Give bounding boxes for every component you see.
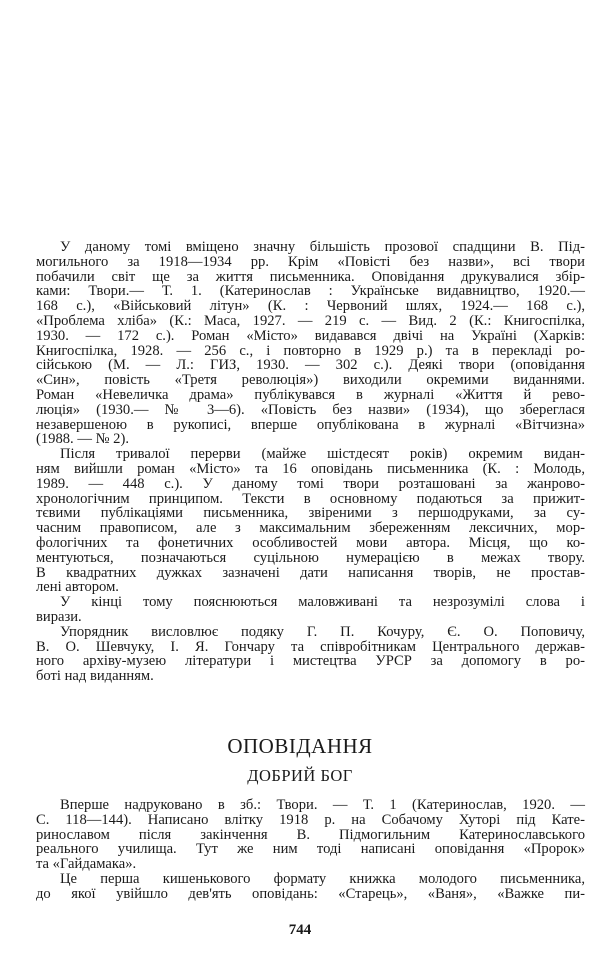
text-line: до якої увійшло дев'ять оповідань: «Старець», «Ваня», «Важке пи-: [36, 885, 585, 902]
text-line: ками: Твори.— Т. 1. (Катеринослав : Українське видавництво, 1920.—: [36, 283, 585, 300]
text-line: У кінці тому пояснюються маловживані та незрозумілі слова і: [60, 594, 585, 611]
story-notes: [36, 798, 585, 902]
text-line: У даному томі вміщено значну більшість прозової спадщини В. Під-: [60, 239, 585, 255]
text-line: боті над виданням.: [36, 668, 154, 685]
text-line: В. О. Шевчуку, І. Я. Гончару та співробітникам Центрального держав-: [36, 638, 585, 655]
section-title: ОПОВІДАННЯ: [227, 734, 373, 758]
text-line: ментуються, позначаються суцільною нумерацією в межах твору.: [36, 549, 585, 566]
text-line: Вперше надруковано в зб.: Твори. — Т. 1 (Катеринослав, 1920. —: [60, 797, 585, 813]
text-line: Упорядник висловлює подяку Г. П. Кочуру, Є. О. Поповичу,: [60, 623, 585, 640]
text-line: В квадратних дужках зазначені дати написання творів, не простав-: [36, 564, 585, 581]
text-line: часним правописом, але з максимальним збереженням лексичних, мор-: [36, 520, 585, 537]
text-line: Після тривалої перерви (майже шістдесят років) окремим видан-: [60, 446, 585, 463]
text-line: фологічних та фонетичних особливостей мови автора. Місця, що ко-: [36, 534, 585, 551]
text-line: ням вийшли роман «Місто» та 16 оповідань письменника (К. : Молодь,: [36, 460, 585, 477]
page-number: 744: [288, 922, 312, 938]
text-line: хронологічним принципом. Тексти в основному подаються за прижит-: [36, 490, 585, 507]
story-title: ДОБРИЙ БОГ: [247, 766, 353, 785]
text-line: (1988. — № 2).: [36, 431, 129, 448]
text-line: лені автором.: [36, 579, 119, 596]
text-line: незавершеною в рукописі, вперше опублікована в журналі «Вітчизна»: [36, 416, 585, 433]
text-line: Роман «Невеличка драма» публікувався в журналі «Життя й рево-: [36, 386, 585, 403]
text-line: 168 с.), «Військовий літун» (К. : Червоний шлях, 1924.— 168 с.),: [36, 298, 585, 315]
text-line: Книгоспілка, 1928. — 256 с., і повторно в 1929 р.) та в перекладі ро-: [36, 342, 585, 359]
intro-text: [36, 240, 585, 684]
text-line: вирази.: [36, 608, 82, 625]
text-line: сійською (М. — Л.: ГИЗ, 1930. — 302 с.). Деякі твори (оповідання: [36, 357, 585, 374]
text-line: 1989. — 448 с.). У даному томі твори розташовані за жанрово-: [36, 475, 585, 492]
text-line: люція» (1930.— № 3—6). «Повість без назви» (1934), що збереглася: [36, 401, 585, 418]
text-line: С. 118—144). Написано влітку 1918 р. на Собачому Хуторі під Кате-: [36, 811, 585, 828]
text-line: 1930. — 172 с.). Роман «Місто» видавався двічі на Україні (Харків:: [36, 327, 585, 344]
text-line: могильного за 1918—1934 рр. Крім «Повісті без назви», всі твори: [36, 253, 585, 270]
text-line: «Син», повість «Третя революція») виходили окремими виданнями.: [36, 372, 585, 389]
text-line: реального училища. Тут же ним тоді написані оповідання «Пророк»: [36, 841, 585, 858]
text-line: ринославом після закінчення В. Підмогильним Катеринославського: [36, 826, 585, 843]
text-line: тєвими публікаціями письменника, звіреними з першодруками, за су-: [36, 505, 585, 522]
text-line: Це перша кишенькового формату книжка молодого письменника,: [60, 870, 585, 887]
text-line: «Проблема хліба» (К.: Маса, 1927. — 219 с. — Вид. 2 (К.: Книгоспілка,: [36, 312, 585, 329]
text-line: та «Гайдамака».: [36, 856, 137, 873]
text-line: ного архіву-музею літератури і мистецтва УРСР за допомогу в ро-: [36, 653, 585, 670]
text-line: побачили світ ще за життя письменника. Оповідання друкувалися збір-: [36, 268, 585, 285]
